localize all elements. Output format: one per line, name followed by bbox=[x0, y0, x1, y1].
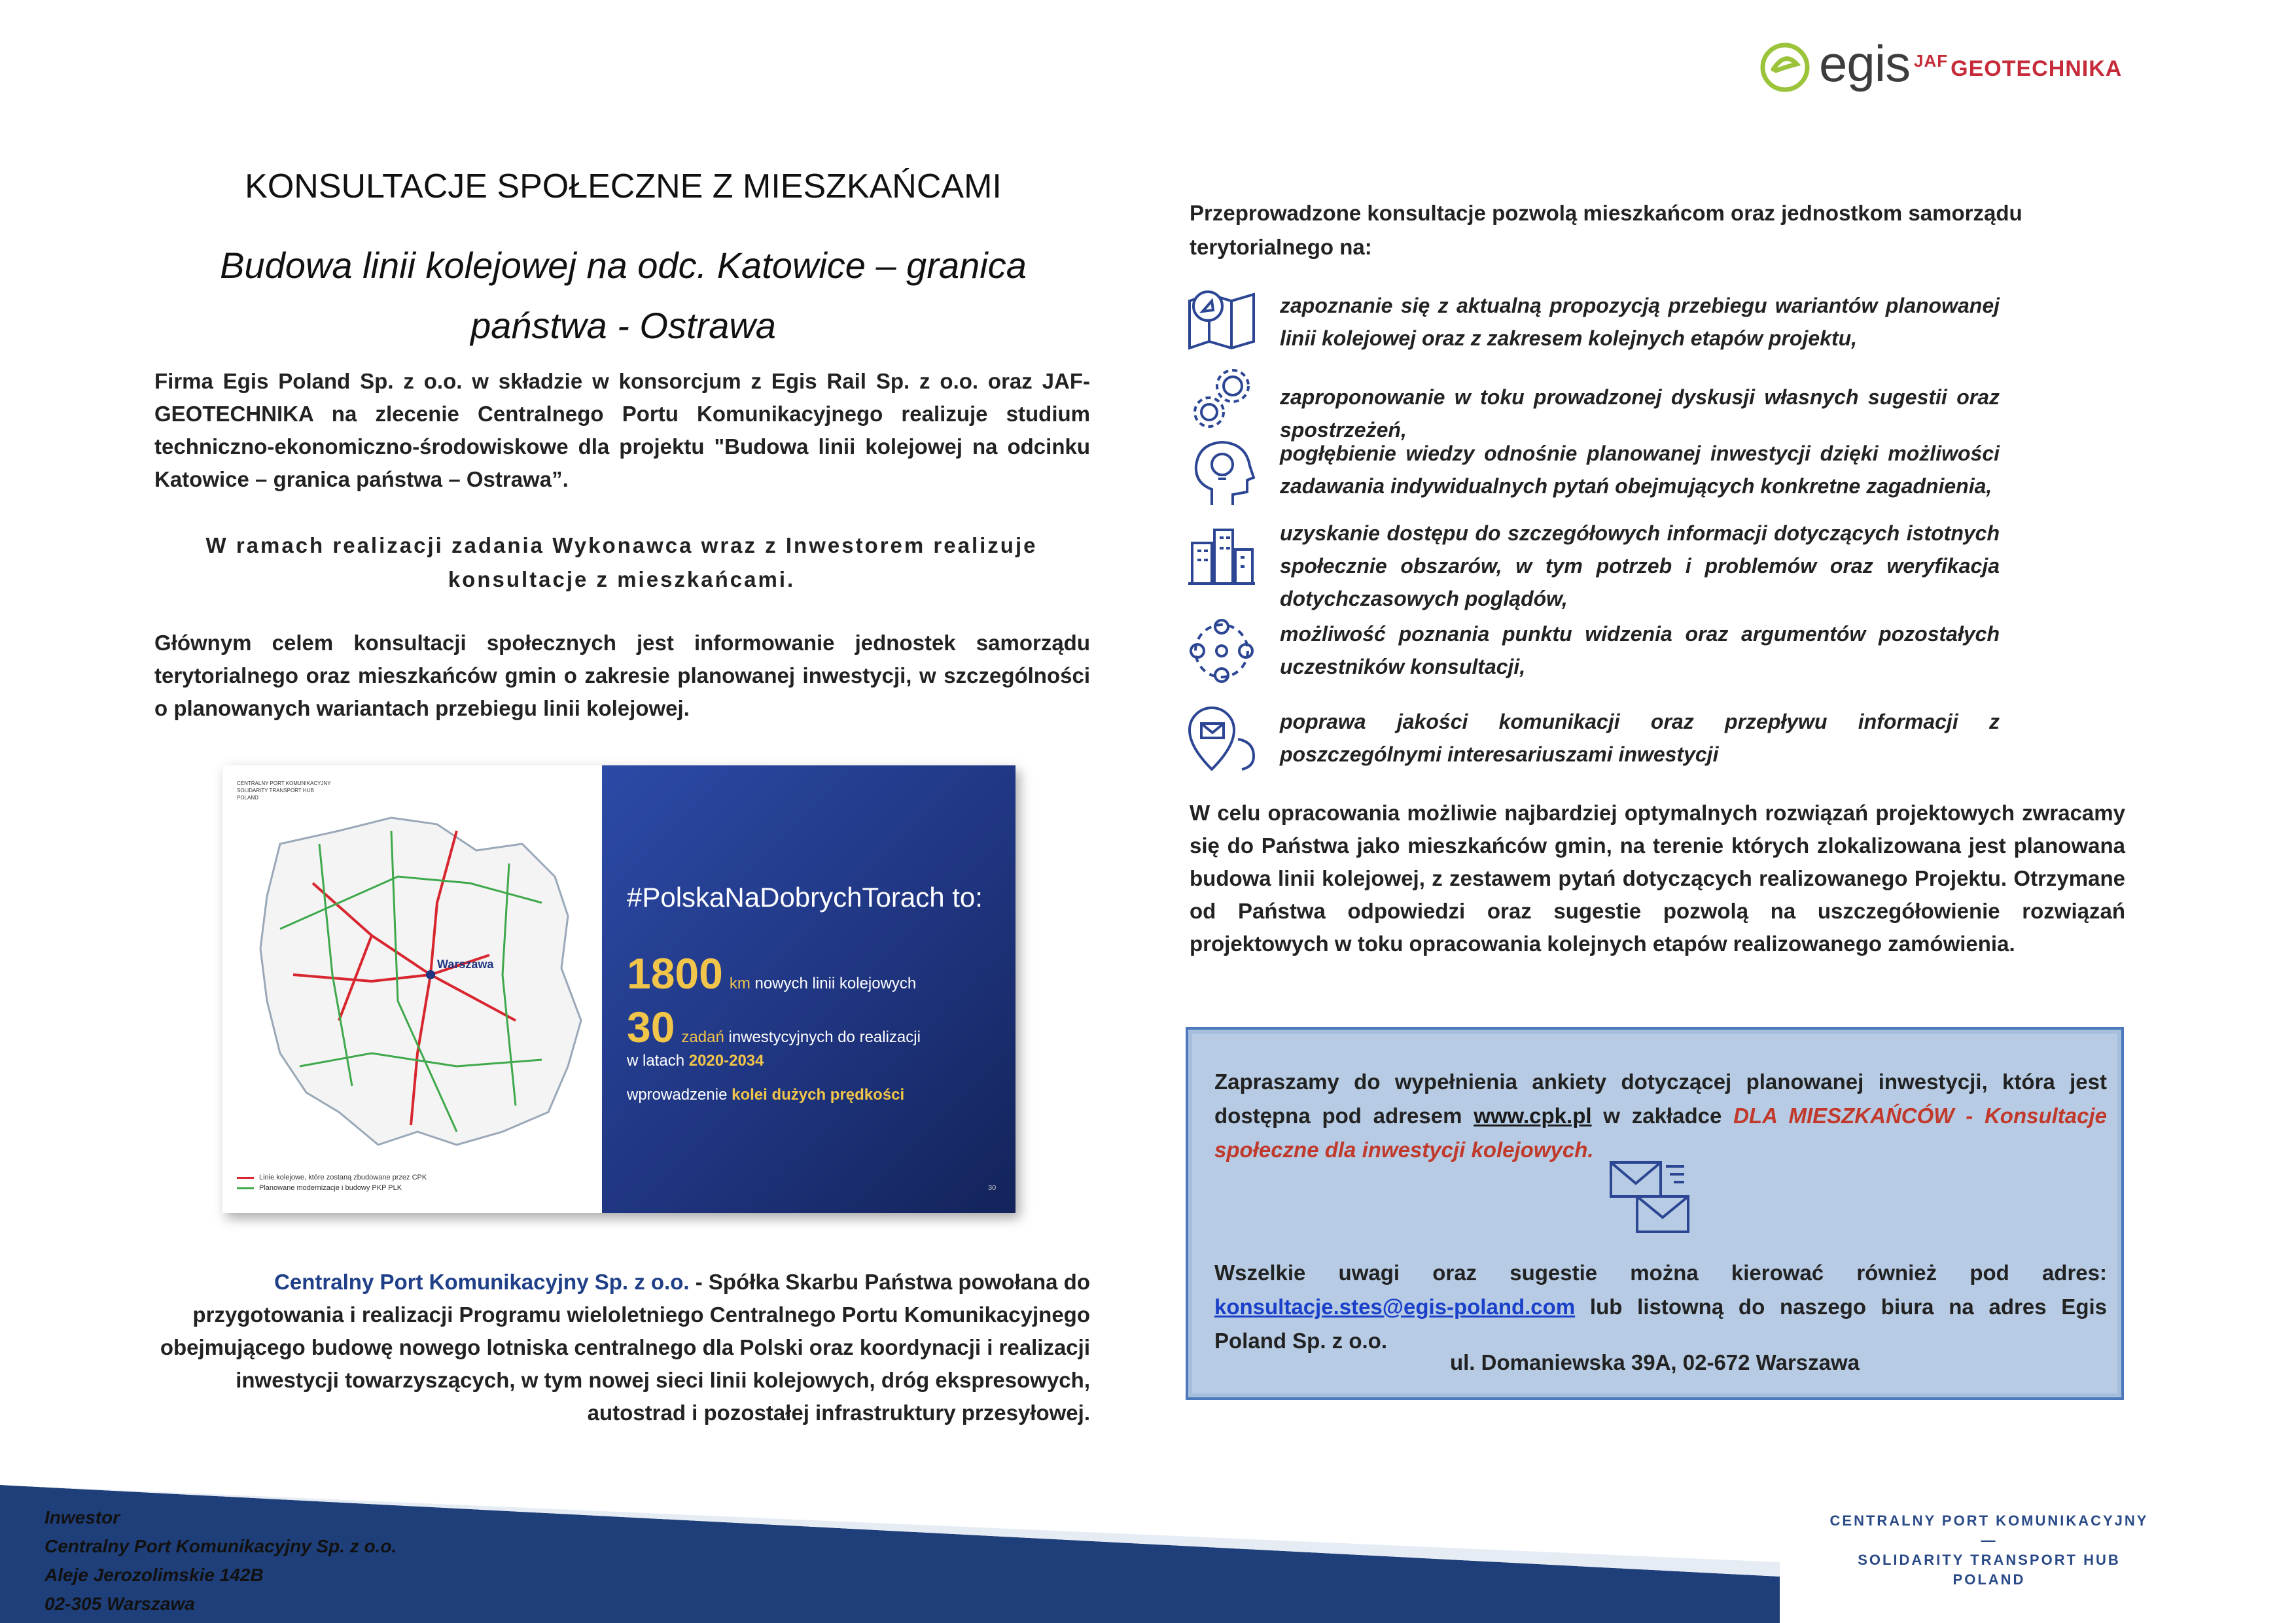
cpk-logo-line-3: POLAND bbox=[1952, 1571, 2026, 1588]
benefit-item-6 bbox=[1186, 701, 2128, 780]
map-city-label: Warszawa bbox=[437, 958, 494, 971]
benefit-item-2 bbox=[1186, 364, 2128, 442]
footer-line-1: Inwestor bbox=[44, 1507, 120, 1527]
invite-text-1: Zapraszamy do wypełnienia ankiety dotyczącej planowanej inwestycji, która jest dostępna pod adresem bbox=[1214, 1070, 2107, 1128]
benefit-item-3 bbox=[1186, 437, 2128, 509]
remarks-text-1: Wszelkie uwagi oraz sugestie można kierować również pod adres: bbox=[1214, 1261, 2107, 1285]
survey-invite bbox=[1214, 1065, 2107, 1167]
residents-section-link[interactable]: DLA MIESZKAŃCÓW - Konsultacje społeczne dla inwestycji kolejowych. bbox=[1214, 1104, 2107, 1162]
promo-cpk-line-1: CENTRALNY PORT KOMUNIKACYJNY bbox=[237, 780, 331, 786]
envelopes-icon bbox=[1607, 1157, 1692, 1236]
legend-item-cpk bbox=[237, 1172, 427, 1183]
remarks-text-2: lub listowną do naszego biura na adres Egis Poland Sp. z o.o. bbox=[1214, 1295, 2107, 1353]
cpk-description bbox=[154, 1266, 1090, 1429]
promo-km-value: 1800 bbox=[627, 949, 723, 998]
promo-cpk-line-2: SOLIDARITY TRANSPORT HUB bbox=[237, 788, 314, 794]
legend-item-pkp bbox=[237, 1183, 427, 1193]
promo-tasks-value: 30 bbox=[627, 1003, 675, 1051]
investor-footer bbox=[44, 1503, 397, 1618]
benefit-text-5: możliwość poznania punktu widzenia oraz argumentów pozostałych uczestników konsultacji, bbox=[1280, 622, 2000, 678]
promo-km-text: nowych linii kolejowych bbox=[754, 975, 917, 992]
poland-rail-map-icon bbox=[241, 805, 594, 1171]
legend-1-text: Linie kolejowe, które zostaną zbudowane przez CPK bbox=[259, 1174, 427, 1181]
promo-speed-line bbox=[627, 1086, 904, 1104]
cpk-logo-line-1: CENTRALNY PORT KOMUNIKACYJNY bbox=[1829, 1512, 2149, 1529]
promo-tasks-text: inwestycyjnych do realizacji bbox=[728, 1028, 921, 1046]
jaf-prefix: JAF bbox=[1914, 51, 1949, 71]
promo-speed-text: kolei dużych prędkości bbox=[732, 1086, 905, 1104]
goal-paragraph: Głównym celem konsultacji społecznych jest informowanie jednostek samorządu terytorialnego oraz mieszkańców gmin o zakresie planowanej inwestycji, w szczególności o planowanych wariantach przebiegu linii kolejowej. bbox=[154, 631, 1090, 720]
benefit-item-1 bbox=[1186, 281, 2128, 353]
promo-years-prefix: w latach bbox=[627, 1052, 685, 1070]
promo-legend bbox=[237, 1172, 427, 1193]
benefit-text-3: pogłębienie wiedzy odnośnie planowanej inwestycji dzięki możliwości zadawania indywidualnych pytań obejmujących konkretne zagadnienia, bbox=[1280, 442, 2000, 498]
promo-cpk-logo bbox=[237, 780, 331, 801]
mail-location-icon bbox=[1186, 701, 1258, 773]
subtitle-line-2: państwa - Ostrawa bbox=[470, 305, 776, 346]
benefit-text-1: zapoznanie się z aktualną propozycją przebiegu wariantów planowanej linii kolejowej oraz z zakresem kolejnych etapów projektu, bbox=[1280, 294, 2000, 350]
intro-paragraph: Firma Egis Poland Sp. z o.o. w składzie w konsorcjum z Egis Rail Sp. z o.o. oraz JAF-GEOTECHNIKA na zlecenie Centralnego Portu Komunikacyjnego realizuje studium techniczno-ekonomiczno-środowiskowe dla projektu "Budowa linii kolejowej na odcinku Katowice – granica państwa – Ostrawa”. bbox=[154, 369, 1090, 491]
legend-red-line bbox=[237, 1177, 254, 1179]
people-network-icon bbox=[1186, 615, 1258, 687]
benefit-text-4: uzyskanie dostępu do szczegółowych informacji dotyczących istotnych społecznie obszarów, w tym potrzeb i problemów oraz weryfikacja dotychczasowych poglądów, bbox=[1280, 521, 2000, 610]
benefit-item-4 bbox=[1186, 517, 2128, 610]
cpk-site-link[interactable]: www.cpk.pl bbox=[1474, 1104, 1592, 1128]
subtitle-line-1: Budowa linii kolejowej na odc. Katowice – granica bbox=[220, 245, 1027, 286]
consultation-intro: Przeprowadzone konsultacje pozwolą mieszkańcom oraz jednostkom samorządu terytorialnego na: bbox=[1190, 201, 2022, 259]
cpk-logo-line-2: SOLIDARITY TRANSPORT HUB bbox=[1858, 1552, 2121, 1568]
page-title: KONSULTACJE SPOŁECZNE Z MIESZKAŃCAMI bbox=[245, 167, 1002, 205]
realization-paragraph: W ramach realizacji zadania Wykonawca wraz z Inwestorem realizuje konsultacje z mieszkańcami. bbox=[205, 533, 1038, 591]
office-address: ul. Domaniewska 39A, 02-672 Warszawa bbox=[1449, 1350, 1860, 1374]
promo-km-unit: km bbox=[729, 975, 751, 992]
promo-cpk-line-3: POLAND bbox=[237, 795, 258, 801]
footer-line-4: 02-305 Warszawa bbox=[44, 1594, 195, 1614]
cpk-name: Centralny Port Komunikacyjny Sp. z o.o. bbox=[274, 1270, 690, 1294]
promo-tasks-line bbox=[627, 1002, 921, 1052]
footer-line-3: Aleje Jerozolimskie 142B bbox=[44, 1565, 264, 1585]
gears-icon bbox=[1186, 364, 1258, 436]
legend-2-text: Planowane modernizacje i budowy PKP PLK bbox=[259, 1184, 402, 1192]
promo-km-line bbox=[627, 949, 916, 998]
egis-logo-text: egis bbox=[1819, 35, 1911, 92]
benefit-text-2: zaproponowanie w toku prowadzonej dyskusji własnych sugestii oraz spostrzeżeń, bbox=[1280, 385, 2000, 442]
legend-green-line bbox=[237, 1187, 254, 1189]
city-buildings-icon bbox=[1186, 517, 1258, 589]
footer-line-2: Centralny Port Komunikacyjny Sp. z o.o. bbox=[44, 1536, 397, 1556]
promo-tasks-unit: zadań bbox=[681, 1028, 724, 1046]
jaf-geotechnika-logo bbox=[1914, 51, 2123, 82]
promo-hashtag: #PolskaNaDobrychTorach to: bbox=[627, 882, 983, 913]
head-lightbulb-icon bbox=[1186, 437, 1258, 509]
cpk-logo bbox=[1793, 1511, 2185, 1590]
benefit-item-5 bbox=[1186, 615, 2128, 693]
survey-info-box bbox=[1186, 1027, 2124, 1400]
promo-speed-prefix: wprowadzenie bbox=[627, 1086, 728, 1104]
benefit-text-6: poprawa jakości komunikacji oraz przepływu informacji z poszczególnymi interesariuszami inwestycji bbox=[1280, 710, 2000, 766]
closing-paragraph: W celu opracowania możliwie najbardziej optymalnych rozwiązań projektowych zwracamy się do Państwa jako mieszkańców gmin, na terenie których zlokalizowana jest planowana budowa linii kolejowej, z zestawem pytań dotyczących realizowanego Projektu. Otrzymane od Państwa odpowiedzi oraz sugestie pozwolą na uszczegółowienie rozwiązań projektowych w toku opracowania kolejnych etapów realizowanego zamówienia. bbox=[1190, 801, 2125, 956]
page-subtitle bbox=[157, 236, 1089, 356]
invite-text-2: w zakładce bbox=[1591, 1104, 1734, 1128]
jaf-main: GEOTECHNIKA bbox=[1951, 56, 2123, 81]
remarks-text bbox=[1214, 1256, 2107, 1358]
promo-years-line bbox=[627, 1052, 764, 1070]
cpk-desc-text: - Spółka Skarbu Państwa powołana do przygotowania i realizacji Programu wieloletniego Centralnego Portu Komunikacyjnego obejmującego budowę nowego lotniska centralnego dla Polski oraz koordynacji i realizacji inwestycji towarzyszących, w tym nowej sieci linii kolejowych, dróg ekspresowych, autostrad i pozostałej infrastruktury przesyłowej. bbox=[160, 1270, 1090, 1425]
map-compass-icon bbox=[1186, 281, 1258, 353]
cpk-logo-dash: — bbox=[1981, 1532, 1998, 1548]
promo-years: 2020-2034 bbox=[688, 1052, 764, 1070]
promo-page-number: 30 bbox=[988, 1184, 997, 1192]
promo-image bbox=[222, 765, 1016, 1213]
email-link[interactable]: konsultacje.stes@egis-poland.com bbox=[1214, 1295, 1576, 1319]
